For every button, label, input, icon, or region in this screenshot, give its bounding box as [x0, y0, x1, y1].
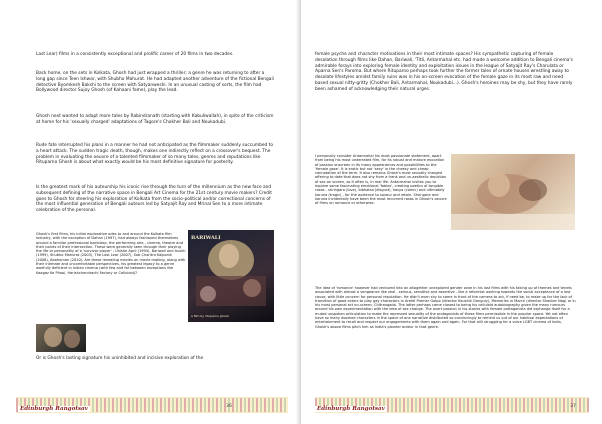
- film-still-image: [36, 324, 86, 352]
- paragraph: Ghosh's first films, his initial explorative odes to and around the Kolkata film industry, with the exception of Dahan (1997), had always fashioned themselves around a familiar professional backdrop, the performing arts - cinema, theatre and their points of their intersection. These were generally seen through their playing the life or personality of a 'survivor player' - Unishe April (1994), Bariwali and Asukh (1999), Shubho Mahurat (2003), The Last Lear (2007), Sob Charitro Kalponik (2008), Abohoman (2010). Are these revealing movies on movie making, along with their intimate and uncomfortable perspectives, his greatest legacy to a genre woefully deficient in Indian cinema (with few and far between exceptions like Kaagaz Ke Phool, Harishchandrachi Factory or Celluloid)?: [36, 232, 186, 275]
- footer-logo: Edinburgh Rangotsav: [20, 406, 88, 412]
- paragraph: Ghosh next wanted to adapt more tales by Rabindranath (starting with Kabuliwallah), in spite of the criticism at home for his 'sexually charged' adaptations of Tagore's Chokher Bali and Noukadubi.: [36, 114, 274, 125]
- footer-logo: Edinburgh Rangotsav: [317, 406, 385, 412]
- paragraph: Back home, on the sets in Kolkata, Ghosh had just wrapped a thriller; a genre he was returning to after a long gap since Teen Ishwar, with Shubho Mahurat. He had adapted another adventure of the fictional Bengali detective Byomkesh Bakshi to the screen with Satyanweshi. In an unusual casting of sorts, the film had Bollywood director Sujoy Ghosh (of Kahaani fame), play the lead.: [36, 71, 274, 94]
- film-still-graphic: [36, 324, 86, 352]
- paragraph: The idea of 'romance' however had ventured into an altogether unexplored gender zone in his last films with his taking up of themes and tenets associated with almost a vengeance like zeal - serious, sensitive and assertive - like a reformist working towards the social acceptance of a lost cause, with little concern for personal reputation. He didn't even shy to come in front of the camera to act, if need be, to make up for the lack of transition of good actors to play gay characters in Arekti Premer Golpo (director Kaushik Ganguly), Memories in March (director Shanker Nag) or in his most personal act on-screen, Chitrangada. The latter perhaps came closest to being his celluloid autobiography given the many rumours around his own experimentation with the idea of sex change. The overt passion in his stories with female protagonists did exchange itself for a muted unspoken articulation to make the repressed sexuality of the protagonists of these films permissible in the popular space. Yet not often have so many doomed characters in the space of one narrative distributed so convincingly to remind us out of our habitual expectations of entertainment to recall and respect our engagements with them again and again. For that still struggling for a voice LGBT cinema of India, Ghosh's above films pitch him as India's pioneer auteur in that genre.: [315, 286, 576, 329]
- page-number: 37: [570, 404, 576, 409]
- film-still-image: [451, 154, 575, 230]
- paragraph: female psyche and character motivations in their most intimate spaces? His sympathetic capturing of female desolation through films like Dahan, Bariwali, 'Titli, Antarmahal etc. had made a welcome addition to Bengali cinema's admirable forays into exploring female identity and exploitation issues in the league of Satyajit Ray's Charulata or Aparna Sen's Paroma. But where Rituparno perhaps took further the former tales of ornate houses wrestling away to desolate lifestyles amidst family ruins was in his on-screen evocation of the female gaze in its most raw and need based sexual nitty-gritty (Chokher Bali, Antarmahal, Noukadubi...). Ghosh's heroines may be shy, but they have rarely been ashamed of acknowledging their natural urges.: [315, 52, 573, 92]
- right-page: [301, 0, 602, 424]
- paragraph: I personally consider Antarmahal his most passionate statement, apart from being his most underrated film, for its robust and mature evocation of passion onscreen in its many appearances and possibilities to the 'female gaze'. It is erotic but not 'sexy' in the cheesy and cheap connotation of the term. It also remains Ghosh's most sexually charged offering to date that does not shy from a frank and un-aesthetic depiction of sex on screen, as it often is, in real life. Antarmahal invites you to explore some fascinating emotional 'fables', creating poetics of tangible rasas - shringara (love), bibhatsa (disgust), hasya (comic) and ultimately karuna (tragic) - for the audience to savour and retain. Shringara and karuna incidentally have been the most recurrent rasas in Ghosh's oeuvre of films on romance or otherwise.: [315, 154, 447, 206]
- page-number: 36: [226, 404, 232, 409]
- poster-title: BARIWALI: [191, 235, 221, 241]
- paragraph: Is the greatest mark of his auteurship his iconic rise through the turn of the millennium as the new face and subsequent defining of the narrative space in Bengali Art Cinema for the 21st century movie makers? Credit goes to Ghosh for steering his exploration of Kolkata from the socio-political and/or correctional concerns of the most influential generation of Bengali auteurs led by Satyajit Ray and Mrinal Sen to a more intimate celebration of the personal.: [36, 185, 272, 213]
- paragraph: Last Lear) films in a consistently exceptional and prolific career of 20 films in two decades.: [36, 52, 234, 57]
- paragraph: Rude fate interrupted his plans in a manner he had not anticipated as the filmmaker suddenly succumbed to a heart attack. The sudden tragic death, though, makes one indirectly reflect on a crossover's bequest. The problem in evaluating the oeuvre of a talented filmmaker of so many tales, genres and reputations like Rituparno Ghosh is about what exactly would be his most definitive signature for posterity.: [36, 143, 274, 166]
- poster-subtitle: a film by rituparno ghosh: [191, 314, 229, 318]
- film-poster-image: [188, 230, 274, 322]
- film-poster-graphic: [188, 230, 274, 322]
- paragraph: Or is Ghosh's lasting signature his uninhibited and incisive exploration of the: [36, 356, 204, 361]
- film-still-graphic: [451, 154, 575, 230]
